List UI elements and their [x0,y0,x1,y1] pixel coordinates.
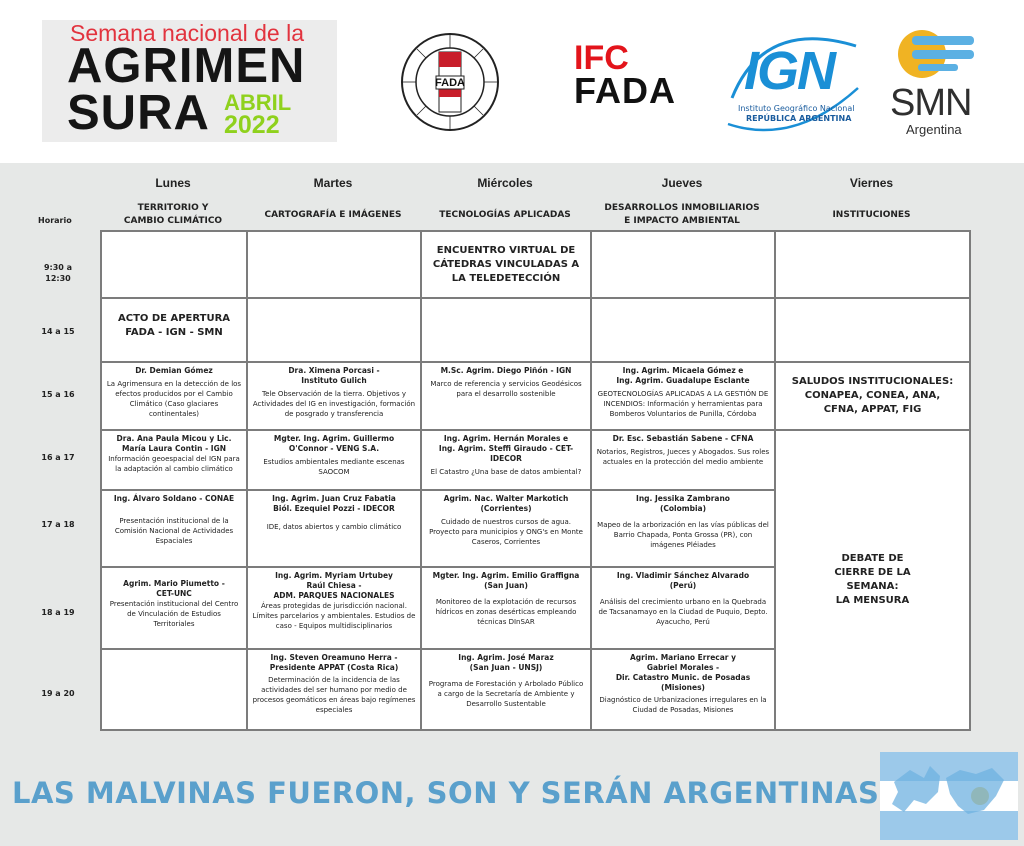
theme-martes: CARTOGRAFÍA E IMÁGENES [264,210,402,220]
time-slot-19: 19 a 20 [41,689,75,698]
cell-mar-0930 [247,231,421,298]
cell-mar-19 [247,649,421,730]
talk-description: GEOTECNOLOGÍAS APLICADAS A LA GESTIÓN DE INCENDIOS: Información y herramientas para Bomberos Voluntarios de Punilla, Córdoba [597,390,769,418]
cell-mie-0930 [421,231,591,298]
talk-description: Áreas protegidas de jurisdicción nacional. Límites parcelarios y ambientales. Estudios de caso - Equipos multidisciplinarios [252,602,416,630]
speaker-name: Ing. Agrim. Myriam Urtubey Raúl Chiesa - ADM. PARQUES NACIONALES [273,571,395,600]
day-viernes: Viernes [849,176,894,190]
cell-jue-18 [591,567,775,649]
ifc-logo-line1: IFC [574,39,629,77]
cell-vie-15 [775,362,970,430]
cell-mie-16 [421,430,591,490]
cell-mar-17 [247,490,421,567]
smn-sun-icon [888,26,988,84]
speaker-name: Dr. Esc. Sebastián Sabene - CFNA [612,434,754,443]
talk-description: Mapeo de la arborización en las vías públicas del Barrio Chapada, Ponta Grossa (PR), con imágenes Pléiades [597,521,769,549]
cell-mar-14 [247,298,421,362]
ign-logo-name: IGN [743,41,834,101]
speaker-name: Ing. Agrim. José Maraz (San Juan - UNSJ) [458,653,554,672]
ign-logo-sub2: REPÚBLICA ARGENTINA [746,114,852,123]
header-banner [0,0,1024,163]
speaker-name: Ing. Álvaro Soldano - CONAE [113,494,235,503]
day-lunes: Lunes [155,176,191,190]
talk-description: Diagnóstico de Urbanizaciones irregulares en la Ciudad de Posadas, Misiones [599,696,767,714]
talk-description: El Catastro ¿Una base de datos ambiental? [430,468,582,476]
time-slot-14: 14 a 15 [41,327,75,336]
talk-description: Análisis del crecimiento urbano en la Quebrada de Tacsanamayo en la Ciudad de Puquio, Depto. Ayacucho, Perú [598,598,768,626]
theme-viernes: INSTITUCIONES [832,210,911,220]
talk-description: Notarios, Registros, Jueces y Abogados. Sus roles actuales en la protección del medio ambiente [596,448,770,466]
cell-lun-17 [101,490,247,567]
event-encuentro-virtual: ENCUENTRO VIRTUAL DE CÁTEDRAS VINCULADAS A LA TELEDETECCIÓN [432,244,580,284]
horario-label: Horario [38,216,72,225]
smn-logo-sub: Argentina [906,122,962,137]
day-jueves: Jueves [661,176,703,190]
cell-jue-0930 [591,231,775,298]
cell-lun-0930 [101,231,247,298]
day-miercoles: Miércoles [477,176,533,190]
cell-jue-14 [591,298,775,362]
time-slot-0930: 9:30 a 12:30 [43,263,73,283]
cell-lun-14 [101,298,247,362]
talk-description: Presentación institucional de la Comisión Nacional de Actividades Espaciales [114,517,234,545]
fada-seal-text: FADA [435,77,465,89]
speaker-name: Mgter. Ing. Agrim. Emilio Graffigna (San Juan) [432,571,580,590]
cell-jue-19 [591,649,775,730]
talk-description: Estudios ambientales mediante escenas SAOCOM [263,458,405,476]
smn-logo [888,26,988,141]
talk-description: Determinación de la incidencia de las actividades del ser humano por medio de procesos geomáticos en áreas bajo regímenes especiales [252,676,416,714]
speaker-name: Agrim. Mario Piumetto - CET-UNC [123,579,225,598]
speaker-name: M.Sc. Agrim. Diego Piñón - IGN [440,366,572,375]
schedule-row-14 [101,298,970,362]
schedule-row-15 [101,362,970,430]
cell-mar-15 [247,362,421,430]
speaker-name: Dra. Ximena Porcasi - Instituto Gulich [288,366,380,385]
speaker-name: Agrim. Mariano Errecar y Gabriel Morales - Dir. Catastro Munic. de Posadas (Misiones) [615,653,751,692]
cell-mie-18 [421,567,591,649]
ifc-logo-line2: FADA [574,70,676,111]
speaker-name: Ing. Steven Oreamuno Herra - Presidente APPAT (Costa Rica) [269,653,399,672]
talk-description: Presentación institucional del Centro de Vinculación de Estudios Territoriales [109,600,239,628]
ifc-fada-logo [574,39,676,111]
schedule-row-0930 [101,231,970,298]
talk-description: Monitoreo de la explotación de recursos hídricos en zonas desérticas empleando técnicas DInSAR [435,598,577,626]
cell-mar-16 [247,430,421,490]
speaker-name: Ing. Agrim. Micaela Gómez e Ing. Agrim. Guadalupe Esclante [616,366,750,385]
time-slot-17: 17 a 18 [41,520,75,529]
speaker-name: Ing. Vladimir Sánchez Alvarado (Perú) [616,571,750,590]
event-saludos-institucionales: SALUDOS INSTITUCIONALES: CONAPEA, CONEA, ANA, CFNA, APPAT, FIG [791,376,954,415]
day-martes: Martes [313,176,353,190]
theme-jueves: DESARROLLOS INMOBILIARIOS E IMPACTO AMBIENTAL [604,203,760,226]
ign-logo [724,28,864,136]
speaker-name: Ing. Agrim. Juan Cruz Fabatia Biól. Ezequiel Pozzi - IDECOR [272,494,396,513]
cell-mar-18 [247,567,421,649]
event-acto-apertura: ACTO DE APERTURA FADA - IGN - SMN [117,313,231,338]
malvinas-flag-map-icon [880,752,1018,840]
talk-description: IDE, datos abiertos y cambio climático [266,523,402,531]
time-slot-16: 16 a 17 [41,453,75,462]
cell-jue-16 [591,430,775,490]
speaker-name: Dr. Demian Gómez [135,366,213,375]
speaker-name: Mgter. Ing. Agrim. Guillermo O'Connor - VENG S.A. [273,434,395,453]
talk-description: Información geoespacial del IGN para la adaptación al cambio climático [108,455,240,473]
schedule-grid [100,230,971,731]
semana-logo-year: 2022 [224,111,280,139]
cell-lun-16 [101,430,247,490]
semana-agrimensura-logo [42,20,337,142]
footer-slogan: LAS MALVINAS FUERON, SON Y SERÁN ARGENTINAS [12,776,880,810]
talk-description: Marco de referencia y servicios Geodésicos para el desarrollo sostenible [430,380,582,398]
theme-lunes: TERRITORIO Y CAMBIO CLIMÁTICO [123,203,223,226]
cell-mie-19 [421,649,591,730]
cell-mie-17 [421,490,591,567]
semana-logo-month: ABRIL [224,90,292,115]
cell-lun-15 [101,362,247,430]
cell-lun-18 [101,567,247,649]
schedule-row-16 [101,430,970,490]
semana-logo-line2: AGRIMEN [67,39,306,93]
cell-mie-14 [421,298,591,362]
smn-logo-name: SMN [890,82,972,124]
speaker-name: Agrim. Nac. Walter Markotich (Corrientes) [443,494,569,513]
theme-miercoles: TECNOLOGÍAS APLICADAS [439,210,571,220]
talk-description: Cuidado de nuestros cursos de agua. Proyecto para municipios y ONG's en Monte Caseros, Corrientes [429,518,583,546]
cell-vie-16-19 [775,430,970,730]
speaker-name: Ing. Agrim. Hernán Morales e Ing. Agrim. Steffi Giraudo - CET-IDECOR [438,434,574,463]
speaker-name: Ing. Jessika Zambrano (Colombia) [636,494,730,513]
speaker-name: Dra. Ana Paula Micou y Lic. María Laura Contin - IGN [116,434,232,453]
cell-vie-0930 [775,231,970,298]
time-slot-18: 18 a 19 [41,608,75,617]
cell-lun-19 [101,649,247,730]
cell-mie-15 [421,362,591,430]
time-slot-15: 15 a 16 [41,390,75,399]
fada-seal-logo [398,28,502,136]
ign-logo-sub1: Instituto Geográfico Nacional [738,104,855,113]
event-debate-cierre: DEBATE DE CIERRE DE LA SEMANA: LA MENSURA [834,553,911,606]
semana-logo-line1: Semana nacional de la [70,20,304,46]
cell-jue-15 [591,362,775,430]
talk-description: Tele Observación de la tierra. Objetivos y Actividades del IG en investigación, formación de posgrado y transferencia [252,390,416,418]
semana-logo-line3: SURA [67,86,210,140]
cell-jue-17 [591,490,775,567]
talk-description: La Agrimensura en la detección de los efectos producidos por el Cambio Climático (Caso glaciares continentales) [106,380,242,418]
talk-description: Programa de Forestación y Arbolado Público a cargo de la Secretaría de Ambiente y Desarrollo Sustentable [428,680,584,708]
cell-vie-14 [775,298,970,362]
